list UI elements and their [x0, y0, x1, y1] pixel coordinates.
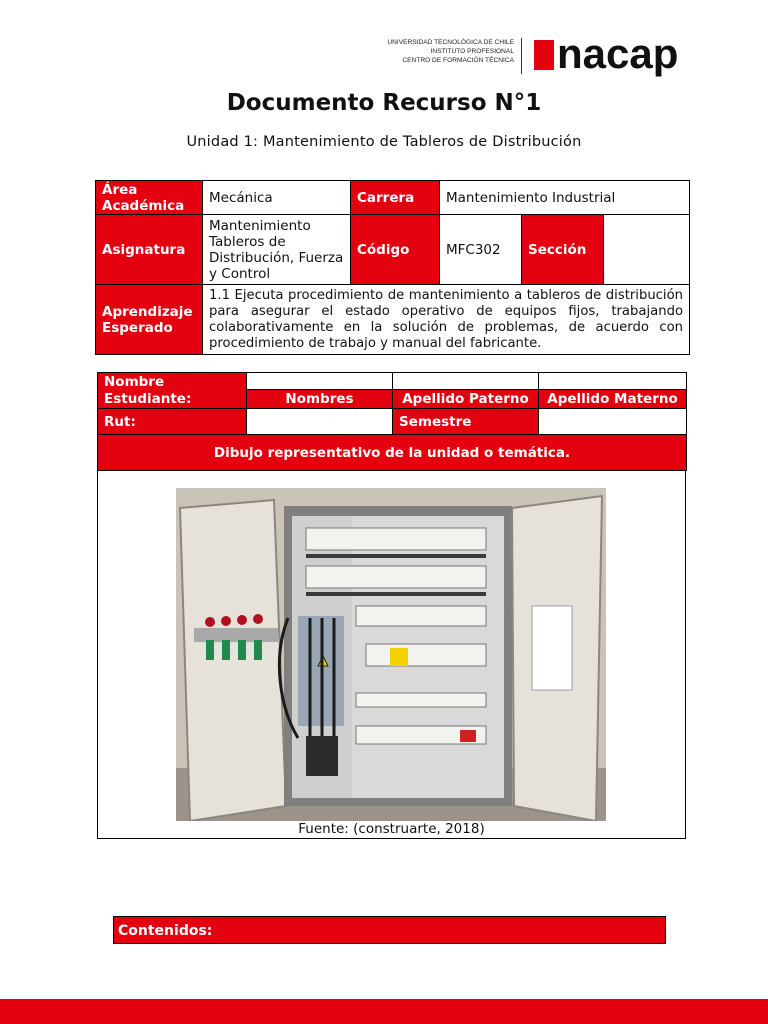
apellido-paterno-label: Apellido Paterno: [393, 390, 539, 409]
nombres-input[interactable]: [247, 373, 393, 390]
institution-line-3: CENTRO DE FORMACIÓN TÉCNICA: [402, 57, 514, 64]
logo-separator: [521, 38, 522, 74]
carrera-value: Mantenimiento Industrial: [440, 181, 690, 215]
aprendizaje-label: Aprendizaje Esperado: [96, 285, 203, 355]
semestre-input[interactable]: [539, 409, 687, 435]
inacap-logo-mark: [534, 40, 554, 70]
course-info-table: [95, 180, 690, 355]
institution-line-2: INSTITUTO PROFESIONAL: [430, 48, 514, 55]
area-value: Mecánica: [203, 181, 351, 215]
apellido-materno-input[interactable]: [539, 373, 687, 390]
student-info-table: [97, 372, 687, 471]
drawing-section-header: Dibujo representativo de la unidad o temática.: [98, 435, 687, 471]
document-subtitle: Unidad 1: Mantenimiento de Tableros de Distribución: [186, 134, 582, 150]
codigo-value: MFC302: [440, 215, 522, 285]
document-title: Documento Recurso N°1: [226, 90, 542, 116]
seccion-value: [604, 215, 690, 285]
footer-band: [0, 999, 768, 1024]
asignatura-label: Asignatura: [96, 215, 203, 285]
apellido-materno-label: Apellido Materno: [539, 390, 687, 409]
nombres-label: Nombres: [247, 390, 393, 409]
rut-input[interactable]: [247, 409, 393, 435]
rut-label: Rut:: [98, 409, 247, 435]
figure-caption: Fuente: (construarte, 2018): [298, 821, 485, 837]
institution-lines: [330, 38, 514, 65]
contenidos-header: Contenidos:: [113, 916, 666, 944]
electrical-cabinet-photo: [176, 488, 606, 821]
aprendizaje-value: 1.1 Ejecuta procedimiento de mantenimiento a tableros de distribución para asegurar el estado operativo de equipos fijos, trabajando colaborativamente en la solución de problemas, de acuerdo con procedimiento de trabajo y manual del fabricante.: [203, 285, 690, 355]
asignatura-value: Mantenimiento Tableros de Distribución, Fuerza y Control: [203, 215, 351, 285]
apellido-paterno-input[interactable]: [393, 373, 539, 390]
carrera-label: Carrera: [351, 181, 440, 215]
inacap-logo-wordmark: nacap: [557, 30, 679, 77]
semestre-label: Semestre: [393, 409, 539, 435]
codigo-label: Código: [351, 215, 440, 285]
nombre-estudiante-label: Nombre Estudiante:: [98, 373, 247, 409]
area-label: Área Académica: [96, 181, 203, 215]
seccion-label: Sección: [522, 215, 604, 285]
institution-line-1: UNIVERSIDAD TECNOLÓGICA DE CHILE: [387, 39, 514, 46]
